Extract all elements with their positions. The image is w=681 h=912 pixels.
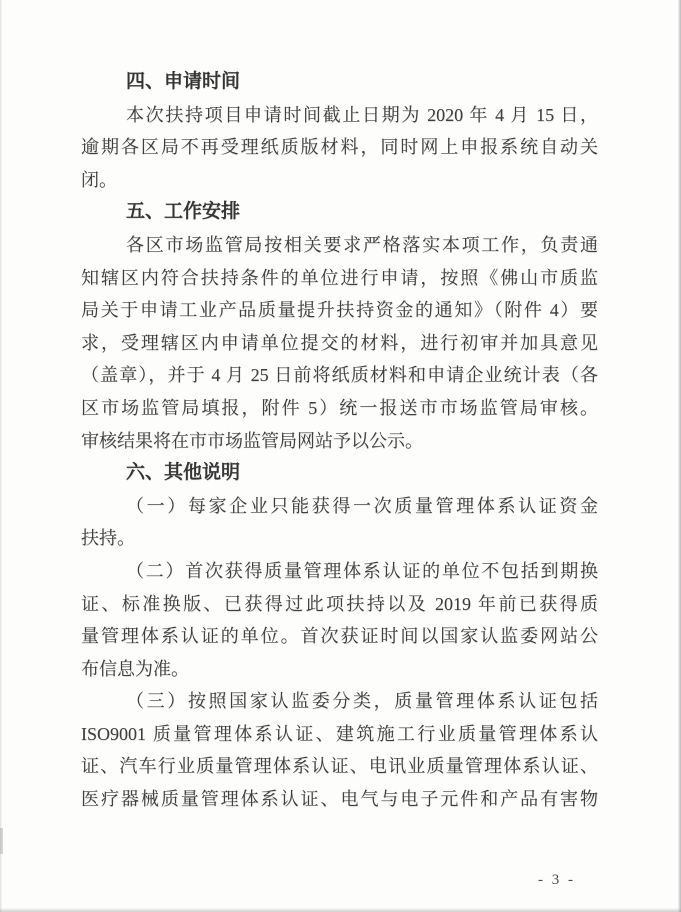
scan-edge-bottom-artifact bbox=[0, 908, 681, 912]
scan-edge-left-artifact bbox=[0, 0, 2, 912]
text-line: 求，受理辖区内申请单位提交的材料，进行初审并加具意见 bbox=[81, 332, 598, 353]
text-line: 本次扶持项目申请时间截止日期为 2020 年 4 月 15 日， bbox=[126, 104, 598, 125]
text-line: 逾期各区局不再受理纸质版材料，同时网上申报系统自动关 bbox=[81, 137, 598, 158]
text-line: 各区市场监管局按相关要求严格落实本项工作，负责通 bbox=[126, 234, 598, 255]
text-line: 闭。 bbox=[81, 169, 117, 190]
section-heading-4: 四、申请时间 bbox=[126, 71, 241, 92]
document-body bbox=[81, 66, 598, 816]
text-line: 量管理体系认证的单位。首次获证时间以国家认监委网站公 bbox=[81, 626, 598, 647]
text-line: 扶持。 bbox=[81, 528, 135, 549]
text-line: 医疗器械质量管理体系认证、电气与电子元件和产品有害物 bbox=[81, 789, 598, 810]
text-line: 布信息为准。 bbox=[81, 658, 189, 679]
text-line: 区市场监管局填报，附件 5）统一报送市市场监管局审核。 bbox=[81, 397, 598, 418]
text-line: 证、标准换版、已获得过此项扶持以及 2019 年前已获得质 bbox=[81, 593, 598, 614]
text-line: 局关于申请工业产品质量提升扶持资金的通知》（附件 4）要 bbox=[81, 300, 598, 321]
section-heading-6: 六、其他说明 bbox=[126, 462, 241, 484]
text-line: 证、汽车行业质量管理体系认证、电讯业质量管理体系认证、 bbox=[81, 756, 598, 777]
text-line: （盖章），并于 4 月 25 日前将纸质材料和申请企业统计表（各 bbox=[81, 365, 598, 386]
text-line: 知辖区内符合扶持条件的单位进行申请，按照《佛山市质监 bbox=[81, 267, 598, 288]
page-number: - 3 - bbox=[538, 872, 576, 888]
text-line: （二）首次获得质量管理体系认证的单位不包括到期换 bbox=[126, 560, 598, 581]
scan-smudge-artifact bbox=[0, 828, 3, 854]
text-line: ISO9001 质量管理体系认证、建筑施工行业质量管理体系认 bbox=[81, 723, 598, 744]
text-line: 审核结果将在市市场监管局网站予以公示。 bbox=[81, 430, 423, 451]
section-heading-5: 五、工作安排 bbox=[126, 201, 241, 223]
text-line: （三）按照国家认监委分类，质量管理体系认证包括 bbox=[126, 691, 598, 712]
text-line: （一）每家企业只能获得一次质量管理体系认证资金 bbox=[126, 495, 598, 516]
